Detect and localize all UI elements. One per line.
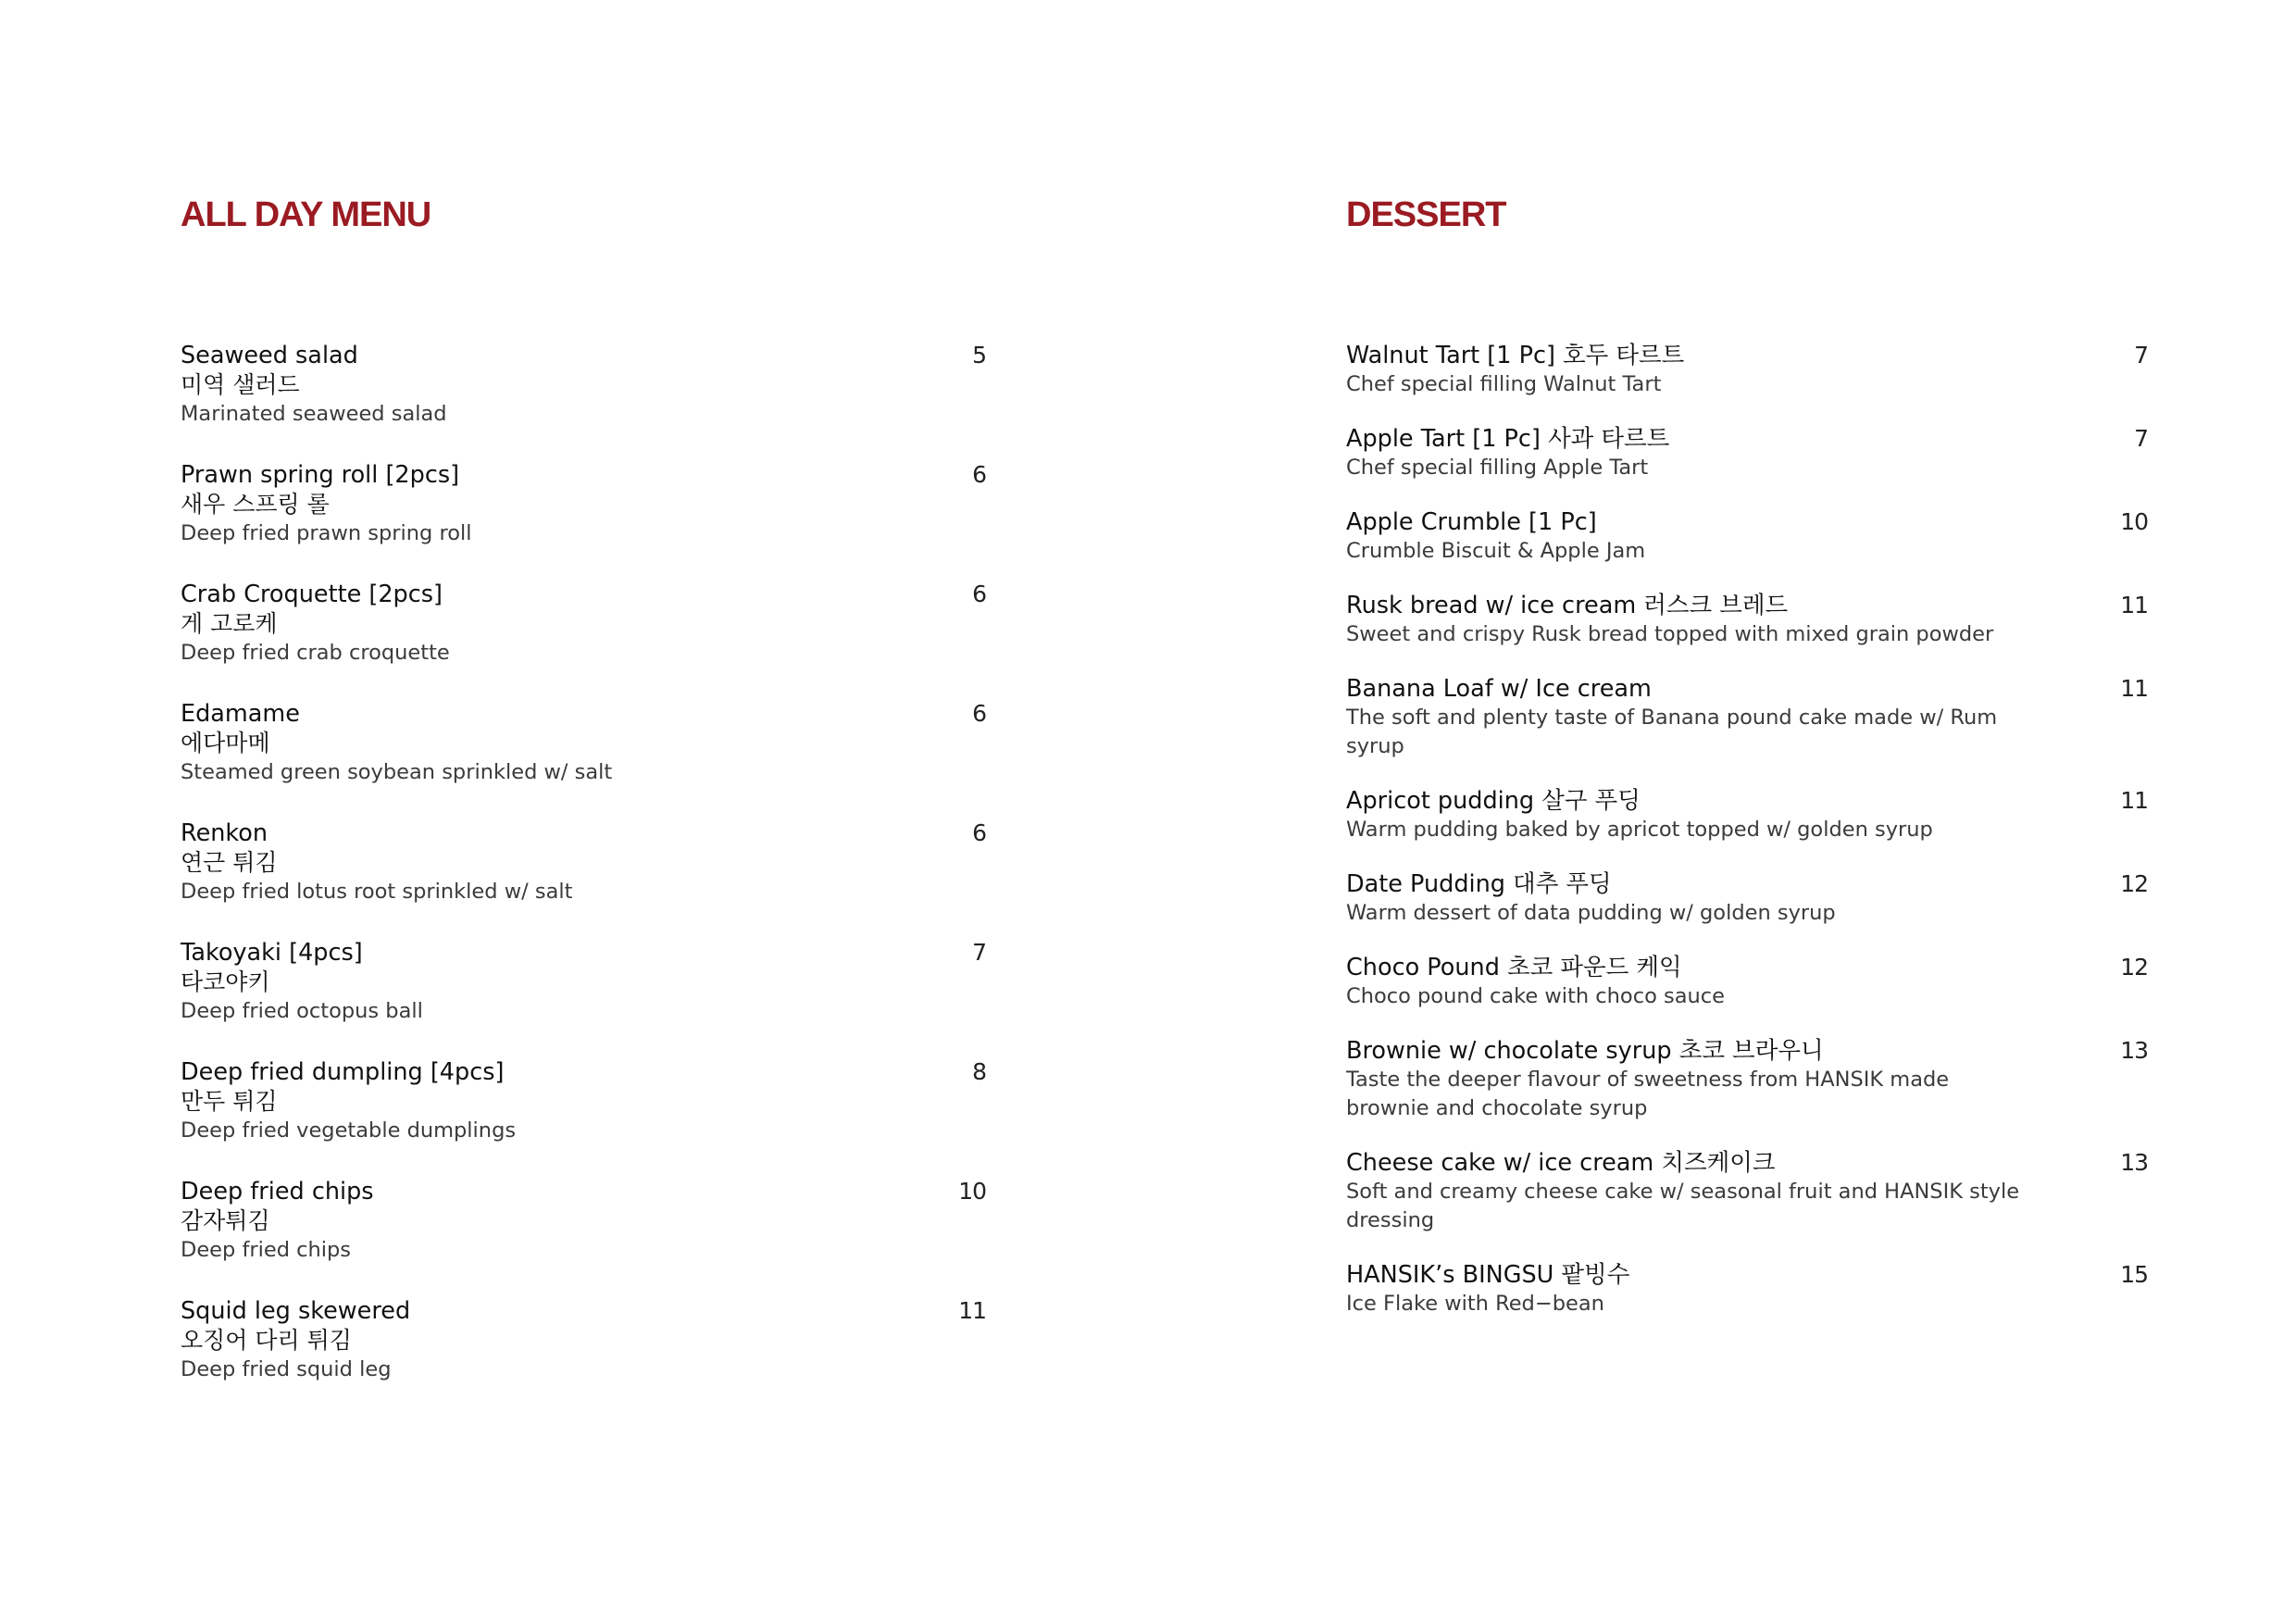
item-price: 13 xyxy=(2120,1149,2148,1176)
item-name: Prawn spring roll [2pcs] xyxy=(181,461,460,489)
item-price: 6 xyxy=(972,700,986,727)
dessert-section xyxy=(1346,193,2148,1316)
item-price: 11 xyxy=(2120,592,2148,618)
item-name: Apple Crumble [1 Pc] xyxy=(1346,508,1597,536)
item-price: 12 xyxy=(2120,954,2148,981)
menu-item xyxy=(181,341,986,460)
item-name: Cheese cake w/ ice cream 치즈케이크 xyxy=(1346,1149,1776,1177)
item-price: 7 xyxy=(2134,342,2148,369)
item-price: 10 xyxy=(958,1178,986,1205)
menu-item xyxy=(1346,507,2148,566)
item-description: Ice Flake with Red−bean xyxy=(1346,1292,1604,1316)
item-name: Squid leg skewered xyxy=(181,1297,411,1325)
item-price: 11 xyxy=(2120,675,2148,702)
menu-item xyxy=(181,1296,986,1416)
item-korean-name: 연근 튀김 xyxy=(181,849,278,876)
menu-item xyxy=(181,818,986,938)
item-name: Apple Tart [1 Pc] 사과 타르트 xyxy=(1346,425,1670,453)
item-korean-name: 오징어 다리 튀김 xyxy=(181,1327,352,1354)
menu-item xyxy=(181,1057,986,1177)
menu-item xyxy=(1346,424,2148,482)
item-name: Crab Croquette [2pcs] xyxy=(181,581,443,608)
item-description: Soft and creamy cheese cake w/ seasonal fruit and HANSIK style dressing xyxy=(1346,1180,2020,1232)
section-title-all-day-menu: ALL DAY MENU xyxy=(181,195,431,234)
item-description: Choco pound cake with choco sauce xyxy=(1346,984,1725,1008)
dessert-list xyxy=(1346,341,2148,1343)
item-name: Seaweed salad xyxy=(181,342,358,369)
all-day-menu-list xyxy=(181,341,986,1416)
menu-item xyxy=(1346,341,2148,399)
item-description: The soft and plenty taste of Banana pound cake made w/ Rum syrup xyxy=(1346,706,1998,758)
menu-item xyxy=(1346,786,2148,844)
item-name: Deep fried chips xyxy=(181,1178,374,1206)
item-price: 6 xyxy=(972,819,986,846)
item-korean-name: 감자튀김 xyxy=(181,1207,270,1234)
item-description: Deep fried vegetable dumplings xyxy=(181,1118,517,1143)
item-korean-name: 새우 스프링 롤 xyxy=(181,491,330,518)
menu-item xyxy=(181,699,986,818)
item-name: Rusk bread w/ ice cream 러스크 브레드 xyxy=(1346,592,1789,619)
item-korean-name: 만두 튀김 xyxy=(181,1088,278,1115)
menu-item xyxy=(1346,1036,2148,1123)
item-description: Deep fried prawn spring roll xyxy=(181,521,472,545)
item-name: Deep fried dumpling [4pcs] xyxy=(181,1058,505,1086)
all-day-menu-section xyxy=(181,193,986,1381)
item-description: Deep fried octopus ball xyxy=(181,999,423,1023)
menu-item xyxy=(1346,869,2148,928)
item-description: Chef special filling Apple Tart xyxy=(1346,456,1649,480)
item-price: 7 xyxy=(972,939,986,966)
item-description: Taste the deeper flavour of sweetness from HANSIK made brownie and chocolate syrup xyxy=(1346,1068,1950,1120)
menu-item xyxy=(1346,1260,2148,1318)
item-description: Deep fried crab croquette xyxy=(181,641,450,665)
item-price: 10 xyxy=(2120,508,2148,535)
menu-item xyxy=(1346,591,2148,649)
item-name: Brownie w/ chocolate syrup 초코 브라우니 xyxy=(1346,1037,1824,1065)
item-description: Chef special filling Walnut Tart xyxy=(1346,372,1662,396)
item-korean-name: 에다마메 xyxy=(181,730,270,756)
item-price: 11 xyxy=(2120,787,2148,814)
menu-item xyxy=(1346,674,2148,761)
item-price: 12 xyxy=(2120,870,2148,897)
menu-item xyxy=(181,1177,986,1296)
item-korean-name: 게 고로케 xyxy=(181,610,278,637)
item-name: Edamame xyxy=(181,700,300,728)
menu-item xyxy=(181,580,986,699)
menu-item xyxy=(181,938,986,1057)
item-name: Date Pudding 대추 푸딩 xyxy=(1346,870,1612,898)
item-name: Apricot pudding 살구 푸딩 xyxy=(1346,787,1641,815)
menu-item xyxy=(1346,953,2148,1011)
item-korean-name: 타코야키 xyxy=(181,968,270,995)
item-description: Deep fried lotus root sprinkled w/ salt xyxy=(181,880,573,904)
menu-item xyxy=(1346,1148,2148,1235)
item-price: 11 xyxy=(958,1297,986,1324)
item-price: 6 xyxy=(972,581,986,607)
item-description: Deep fried squid leg xyxy=(181,1357,392,1381)
item-name: Walnut Tart [1 Pc] 호두 타르트 xyxy=(1346,342,1685,369)
item-name: Takoyaki [4pcs] xyxy=(181,939,363,967)
item-price: 13 xyxy=(2120,1037,2148,1064)
item-description: Crumble Biscuit & Apple Jam xyxy=(1346,539,1646,563)
item-name: Banana Loaf w/ Ice cream xyxy=(1346,675,1652,703)
item-name: HANSIK’s BINGSU 팥빙수 xyxy=(1346,1261,1630,1289)
item-description: Warm pudding baked by apricot topped w/ golden syrup xyxy=(1346,818,1933,842)
item-name: Renkon xyxy=(181,819,268,847)
section-title-dessert: DESSERT xyxy=(1346,195,1506,234)
item-description: Steamed green soybean sprinkled w/ salt xyxy=(181,760,613,784)
menu-item xyxy=(181,460,986,580)
item-korean-name: 미역 샐러드 xyxy=(181,371,300,398)
item-price: 6 xyxy=(972,461,986,488)
item-description: Sweet and crispy Rusk bread topped with mixed grain powder xyxy=(1346,622,1994,646)
item-price: 7 xyxy=(2134,425,2148,452)
item-description: Warm dessert of data pudding w/ golden syrup xyxy=(1346,901,1836,925)
item-price: 8 xyxy=(972,1058,986,1085)
item-price: 15 xyxy=(2120,1261,2148,1288)
item-description: Marinated seaweed salad xyxy=(181,402,447,426)
item-description: Deep fried chips xyxy=(181,1238,352,1262)
item-price: 5 xyxy=(972,342,986,369)
item-name: Choco Pound 초코 파운드 케익 xyxy=(1346,954,1682,981)
